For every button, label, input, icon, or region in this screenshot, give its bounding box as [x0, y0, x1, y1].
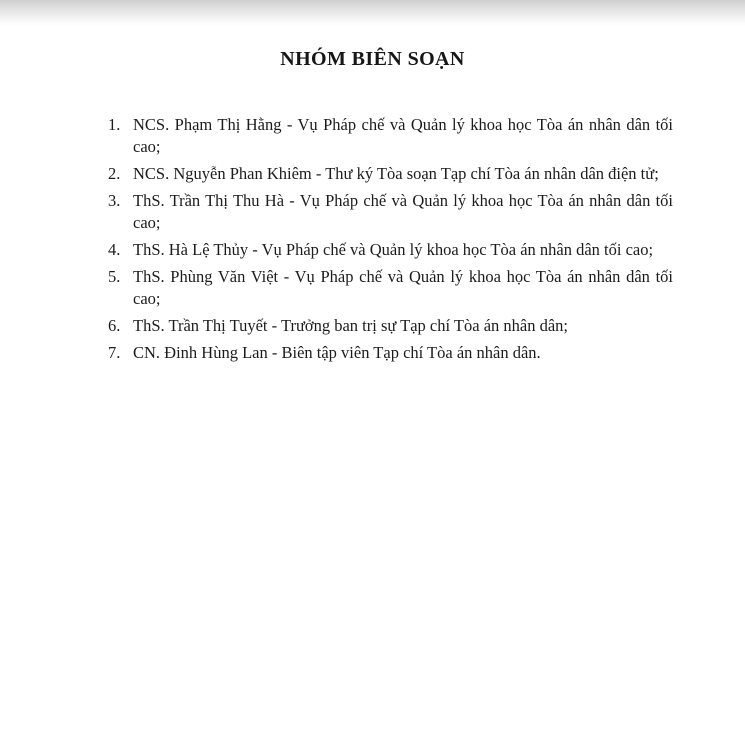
- item-text: CN. Đinh Hùng Lan - Biên tập viên Tạp chí Tòa án nhân dân.: [133, 343, 541, 362]
- item-number: 2.: [108, 164, 121, 183]
- item-number: 1.: [108, 115, 121, 134]
- item-number: 4.: [108, 240, 121, 259]
- item-number: 3.: [108, 191, 121, 210]
- item-text: ThS. Phùng Văn Việt - Vụ Pháp chế và Quản lý khoa học Tòa án nhân dân tối cao;: [133, 267, 673, 308]
- list-item: [108, 239, 673, 261]
- list-item: [108, 342, 673, 364]
- list-item: [108, 114, 673, 158]
- item-text: ThS. Trần Thị Thu Hà - Vụ Pháp chế và Quản lý khoa học Tòa án nhân dân tối cao;: [133, 191, 673, 232]
- list-item: [108, 266, 673, 310]
- list-item: [108, 190, 673, 234]
- item-text: NCS. Nguyễn Phan Khiêm - Thư ký Tòa soạn Tạp chí Tòa án nhân dân điện tử;: [133, 164, 659, 183]
- list-item: [108, 163, 673, 185]
- page-title: NHÓM BIÊN SOẠN: [280, 48, 465, 70]
- item-number: 6.: [108, 316, 121, 335]
- item-text: ThS. Hà Lệ Thủy - Vụ Pháp chế và Quản lý khoa học Tòa án nhân dân tối cao;: [133, 240, 654, 259]
- editor-list: [108, 114, 673, 364]
- list-item: [108, 315, 673, 337]
- item-text: ThS. Trần Thị Tuyết - Trưởng ban trị sự Tạp chí Tòa án nhân dân;: [133, 316, 569, 335]
- item-number: 7.: [108, 343, 121, 362]
- item-number: 5.: [108, 267, 121, 286]
- item-text: NCS. Phạm Thị Hằng - Vụ Pháp chế và Quản lý khoa học Tòa án nhân dân tối cao;: [133, 115, 673, 156]
